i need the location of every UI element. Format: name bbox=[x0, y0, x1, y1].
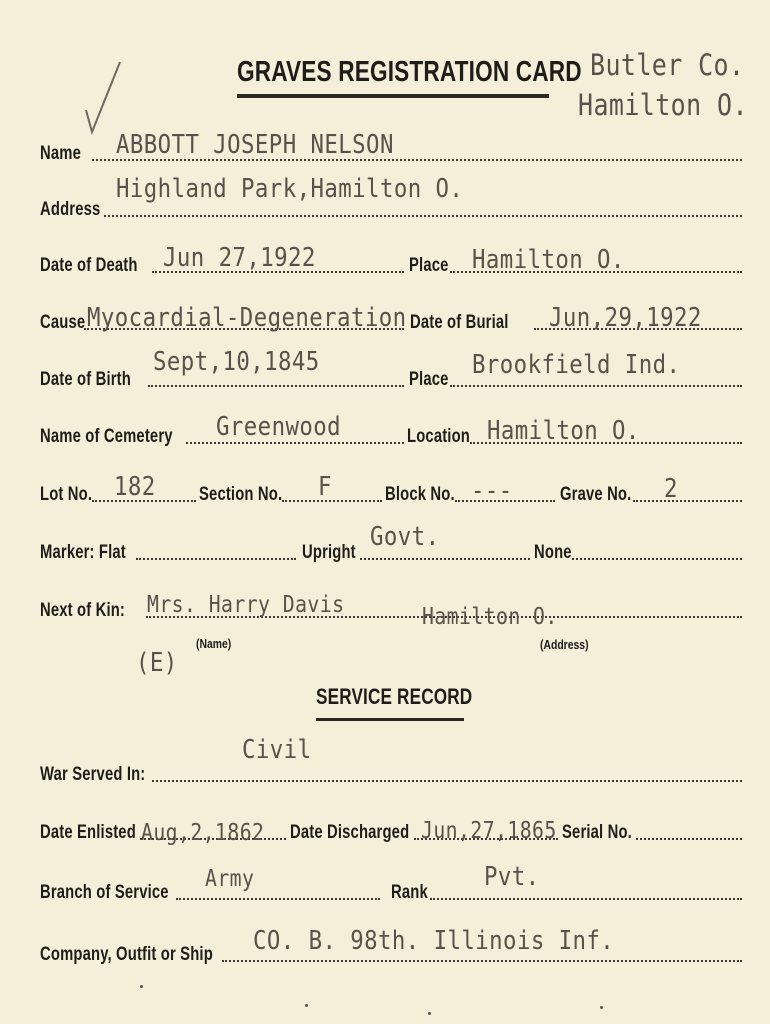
lot-no-label: Lot No. bbox=[40, 484, 93, 505]
county-line-2: Hamilton O. bbox=[578, 88, 748, 122]
paper-speck bbox=[140, 985, 143, 988]
location-label: Location bbox=[407, 426, 470, 447]
name-label: Name bbox=[40, 143, 81, 164]
date-of-birth-label: Date of Birth bbox=[40, 369, 131, 390]
date-of-birth-value: Sept,10,1845 bbox=[153, 347, 320, 377]
date-of-burial-label: Date of Burial bbox=[410, 312, 509, 333]
marker-flat-line bbox=[136, 558, 296, 560]
next-of-kin-address-value: Hamilton O. bbox=[422, 604, 558, 630]
section-no-value: F bbox=[318, 472, 332, 502]
none-label: None bbox=[534, 542, 572, 563]
branch-line bbox=[176, 898, 380, 900]
date-of-burial-value: Jun,29,1922 bbox=[549, 303, 702, 333]
date-of-death-label: Date of Death bbox=[40, 255, 138, 276]
cemetery-label: Name of Cemetery bbox=[40, 426, 173, 447]
serial-no-label: Serial No. bbox=[562, 822, 632, 843]
grave-no-value: 2 bbox=[664, 474, 678, 504]
grave-no-label: Grave No. bbox=[560, 484, 632, 505]
name-caption: (Name) bbox=[196, 636, 232, 651]
section-no-label: Section No. bbox=[199, 484, 283, 505]
rank-line bbox=[430, 898, 742, 900]
service-record-underline bbox=[316, 718, 464, 721]
company-line bbox=[222, 960, 742, 962]
marker-flat-label: Marker: Flat bbox=[40, 542, 126, 563]
rank-value: Pvt. bbox=[484, 862, 540, 892]
block-no-label: Block No. bbox=[385, 484, 455, 505]
date-of-birth-line bbox=[148, 385, 404, 387]
serial-no-line bbox=[636, 838, 742, 840]
next-of-kin-label: Next of Kin: bbox=[40, 600, 126, 621]
place-of-death-value: Hamilton O. bbox=[472, 245, 625, 275]
place-of-birth-line bbox=[450, 385, 742, 387]
cemetery-line bbox=[186, 442, 404, 444]
check-mark-icon bbox=[82, 58, 124, 138]
paper-speck bbox=[305, 1004, 308, 1007]
upright-label: Upright bbox=[302, 542, 356, 563]
place-of-birth-label: Place bbox=[409, 369, 449, 390]
county-line-1: Butler Co. bbox=[590, 48, 745, 82]
card-title: GRAVES REGISTRATION CARD bbox=[237, 56, 582, 88]
date-discharged-label: Date Discharged bbox=[290, 822, 410, 843]
branch-label: Branch of Service bbox=[40, 882, 169, 903]
service-record-heading: SERVICE RECORD bbox=[316, 684, 473, 709]
address-caption: (Address) bbox=[540, 637, 589, 652]
block-no-value: --- bbox=[471, 476, 513, 506]
location-value: Hamilton O. bbox=[487, 416, 640, 446]
cause-label: Cause bbox=[40, 312, 86, 333]
war-value: Civil bbox=[242, 735, 312, 765]
address-line bbox=[104, 215, 742, 217]
section-no-line bbox=[282, 500, 382, 502]
kin-code-value: (E) bbox=[136, 648, 178, 678]
place-of-death-label: Place bbox=[409, 255, 449, 276]
branch-value: Army bbox=[205, 866, 255, 892]
war-served-label: War Served In: bbox=[40, 764, 146, 785]
company-value: CO. B. 98th. Illinois Inf. bbox=[253, 926, 615, 956]
none-line bbox=[572, 558, 742, 560]
rank-label: Rank bbox=[391, 882, 428, 903]
next-of-kin-name-value: Mrs. Harry Davis bbox=[147, 592, 345, 618]
upright-line bbox=[360, 558, 530, 560]
date-discharged-value: Jun,27,1865 bbox=[421, 818, 557, 844]
place-of-birth-value: Brookfield Ind. bbox=[472, 350, 681, 380]
address-value: Highland Park,Hamilton O. bbox=[116, 174, 464, 204]
lot-no-value: 182 bbox=[114, 472, 156, 502]
date-of-death-value: Jun 27,1922 bbox=[163, 243, 316, 273]
title-underline bbox=[237, 94, 549, 98]
date-enlisted-label: Date Enlisted bbox=[40, 822, 136, 843]
address-label: Address bbox=[40, 199, 101, 220]
paper-speck bbox=[428, 1012, 431, 1015]
grave-no-line bbox=[633, 500, 742, 502]
paper-speck bbox=[600, 1006, 603, 1009]
name-value: ABBOTT JOSEPH NELSON bbox=[116, 130, 394, 160]
cause-value: Myocardial-Degeneration bbox=[87, 303, 407, 333]
date-enlisted-value: Aug,2,1862 bbox=[141, 820, 265, 846]
company-label: Company, Outfit or Ship bbox=[40, 944, 213, 965]
upright-value: Govt. bbox=[370, 522, 440, 552]
war-served-line bbox=[152, 780, 742, 782]
cemetery-value: Greenwood bbox=[216, 412, 342, 442]
